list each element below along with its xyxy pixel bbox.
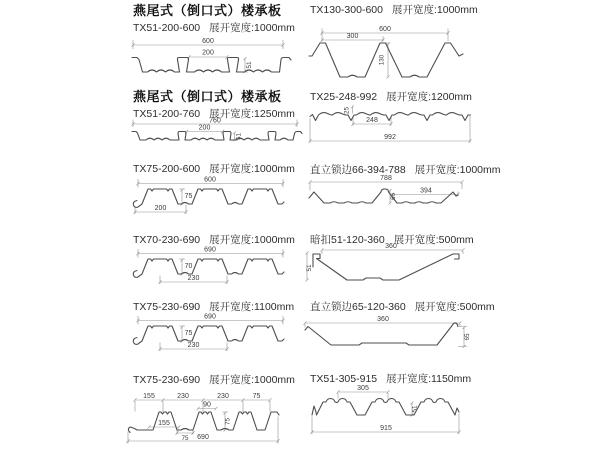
dim-pitch: 200 (202, 49, 214, 57)
dim-height: 75 (224, 417, 232, 426)
dim-height: 130 (378, 54, 386, 66)
width-label: 展开宽度:1000mm (209, 374, 295, 386)
dim-overall: 690 (204, 313, 216, 321)
profile-drawing-r5 (301, 313, 497, 355)
model-label: TX51-200-600 (133, 21, 201, 34)
dim-pitch: 230 (187, 275, 200, 282)
dim-bottom-gap: 75 (181, 435, 189, 442)
dim-height: 51 (411, 405, 419, 413)
dim-height: 70 (184, 263, 193, 270)
width-label: 展开宽度:1000mm (209, 163, 295, 175)
profile-drawing-l4 (130, 246, 302, 288)
profile-drawing-r6 (308, 383, 495, 443)
dim-height: 51 (235, 132, 243, 141)
model-line (133, 163, 295, 176)
width-label: 展开宽度:1000mm (414, 164, 501, 176)
dim-pitch: 248 (366, 117, 378, 124)
dim-pitch: 394 (420, 187, 432, 195)
width-label: 展开宽度:1000mm (209, 21, 295, 34)
dim-overall: 690 (197, 434, 209, 441)
profile-drawing-l3 (130, 176, 302, 218)
width-label: 展开宽度:500mm (414, 301, 495, 313)
panel-l5-header (133, 301, 294, 314)
dim-seg4: 75 (252, 393, 261, 400)
dim-height: 51 (306, 264, 313, 272)
dim-height: 25 (343, 106, 351, 115)
panel-l2-header (133, 89, 295, 120)
model-label: 暗扣51-120-360 (310, 234, 385, 246)
profile-drawing-r2 (306, 103, 498, 147)
model-line (133, 234, 295, 247)
model-label: 直立锁边65-120-360 (310, 301, 406, 313)
dim-pitch: 230 (187, 342, 200, 349)
profile-drawing-r1 (308, 23, 498, 85)
model-line (310, 301, 495, 314)
dim-height: 51 (246, 61, 253, 69)
width-label: 展开宽度:1200mm (386, 91, 472, 103)
panel-r1-header (310, 4, 478, 17)
dim-overall: 600 (204, 176, 216, 184)
panel-r2-header (310, 91, 472, 104)
model-line (310, 91, 472, 104)
model-label: TX70-230-690 (133, 234, 201, 246)
panel-l4-header (133, 234, 295, 247)
profile-drawing-l6 (125, 383, 305, 447)
model-line (133, 22, 295, 35)
dim-overall: 360 (377, 316, 389, 323)
dim-overall: 600 (202, 38, 214, 45)
dim-overall: 600 (379, 26, 391, 33)
dim-overall: 788 (380, 175, 392, 182)
dim-overall: 992 (384, 134, 396, 141)
model-line (310, 164, 501, 177)
model-label: TX75-200-600 (133, 163, 201, 175)
dim-overall: 760 (209, 117, 221, 125)
panel-l3-header (133, 163, 295, 176)
panel-r3-header (310, 164, 501, 177)
profile-drawing-l2 (130, 117, 304, 147)
dim-overall: 915 (380, 425, 392, 432)
profile-drawing-l5 (130, 313, 302, 355)
model-label: TX75-230-690 (133, 301, 201, 313)
profile-drawing-r3 (306, 176, 501, 216)
width-label: 展开宽度:1000mm (209, 234, 295, 246)
dim-base-width: 155 (158, 420, 170, 427)
model-label: TX75-230-690 (133, 374, 201, 386)
model-label: TX51-305-915 (310, 373, 378, 385)
dim-height: 75 (184, 193, 193, 200)
dim-pitch: 200 (198, 124, 211, 132)
panel-l1-header (133, 3, 295, 34)
dim-seg2: 230 (177, 393, 189, 400)
model-line (310, 4, 478, 17)
dim-height: 75 (184, 330, 193, 337)
dim-overall: 360 (385, 243, 397, 250)
series-title: 燕尾式（倒口式）楼承板 (133, 89, 282, 104)
dim-overall: 690 (204, 246, 216, 254)
model-label: 直立锁边66-394-788 (310, 164, 406, 176)
width-label: 展开宽度:500mm (393, 234, 474, 246)
model-label: TX51-200-760 (133, 107, 201, 120)
width-label: 展开宽度:1150mm (386, 373, 472, 385)
profile-drawing-l1 (130, 36, 300, 84)
panel-r5-header (310, 301, 495, 314)
dim-seg1: 155 (143, 393, 155, 400)
width-label: 展开宽度:1100mm (209, 301, 295, 313)
dim-pitch: 300 (346, 33, 359, 40)
dim-pitch: 200 (154, 205, 167, 212)
profile-drawing-r4 (303, 244, 498, 288)
model-line (133, 301, 294, 314)
dim-crest-width: 90 (203, 401, 211, 409)
dim-height: 66 (390, 192, 397, 201)
dim-seg3: 230 (217, 393, 229, 400)
dim-height: 65 (464, 333, 471, 341)
series-title: 燕尾式（倒口式）楼承板 (133, 3, 282, 18)
model-label: TX130-300-600 (310, 4, 383, 16)
model-label: TX25-248-992 (310, 91, 378, 103)
width-label: 展开宽度:1250mm (209, 107, 295, 120)
width-label: 展开宽度:1000mm (391, 4, 478, 16)
dim-pitch: 305 (357, 385, 369, 392)
